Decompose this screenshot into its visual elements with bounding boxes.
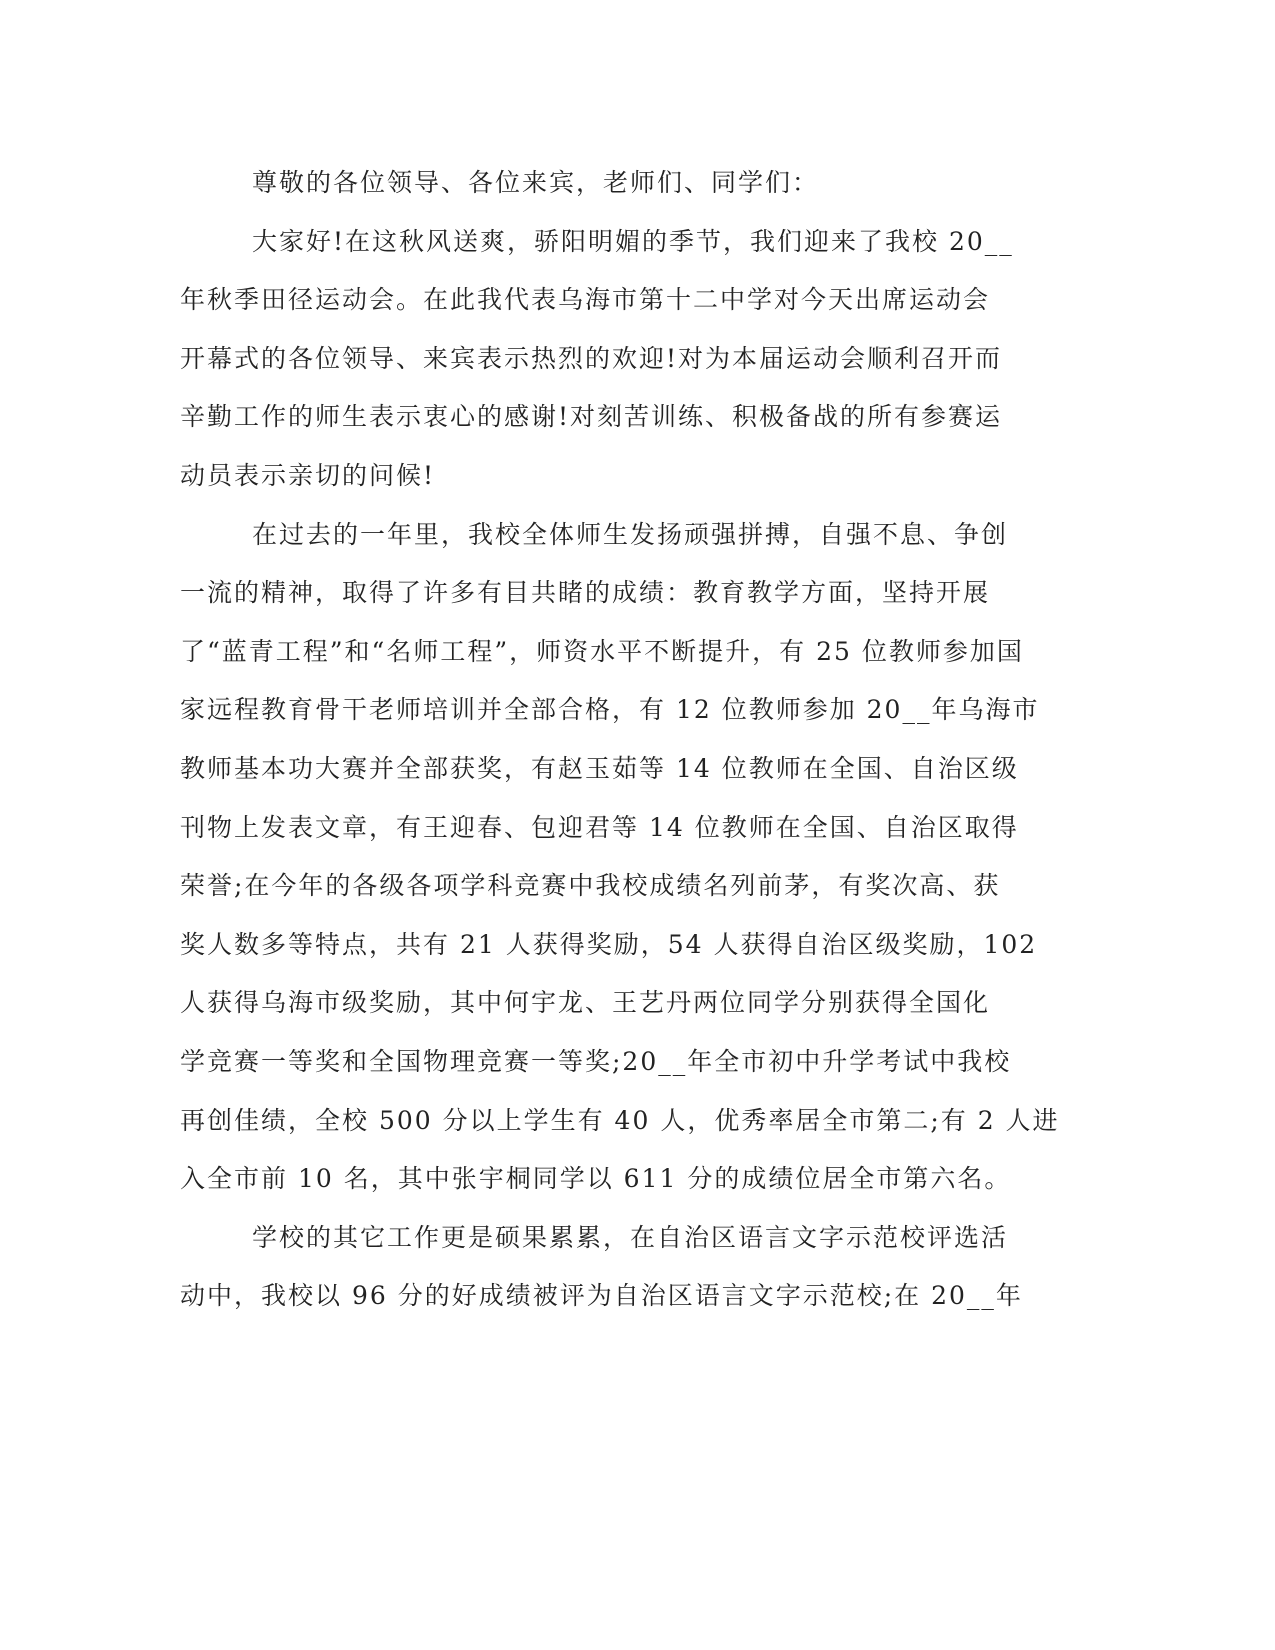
text-line: 了“蓝青工程”和“名师工程”，师资水平不断提升，有 25 位教师参加国 <box>180 636 1024 666</box>
text-line: 人获得乌海市级奖励，其中何宇龙、王艺丹两位同学分别获得全国化 <box>180 988 991 1018</box>
text-line: 开幕式的各位领导、来宾表示热烈的欢迎!对为本届运动会顺利召开而 <box>180 343 1003 373</box>
text-line: 奖人数多等特点，共有 21 人获得奖励，54 人获得自治区级奖励，102 <box>180 929 1038 959</box>
text-line: 家远程教育骨干老师培训并全部合格，有 12 位教师参加 20__年乌海市 <box>180 695 1040 725</box>
text-line: 再创佳绩，全校 500 分以上学生有 40 人，优秀率居全市第二;有 2 人进 <box>180 1105 1060 1135</box>
document-body <box>180 160 1060 1332</box>
text-line: 在过去的一年里，我校全体师生发扬顽强拼搏，自强不息、争创 <box>252 519 1009 549</box>
text-line: 学竞赛一等奖和全国物理竞赛一等奖;20__年全市初中升学考试中我校 <box>180 1046 1012 1076</box>
text-line: 大家好!在这秋风送爽，骄阳明媚的季节，我们迎来了我校 20__ <box>252 226 1014 256</box>
text-line: 动中，我校以 96 分的好成绩被评为自治区语言文字示范校;在 20__年 <box>180 1281 1023 1311</box>
text-line: 辛勤工作的师生表示衷心的感谢!对刻苦训练、积极备战的所有参赛运 <box>180 402 1003 432</box>
text-line: 刊物上发表文章，有王迎春、包迎君等 14 位教师在全国、自治区取得 <box>180 812 1019 842</box>
text-line: 入全市前 10 名，其中张宇桐同学以 611 分的成绩位居全市第六名。 <box>180 1164 1012 1194</box>
text-line: 教师基本功大赛并全部获奖，有赵玉茹等 14 位教师在全国、自治区级 <box>180 753 1019 783</box>
text-line: 一流的精神，取得了许多有目共睹的成绩：教育教学方面，坚持开展 <box>180 578 991 608</box>
text-line: 年秋季田径运动会。在此我代表乌海市第十二中学对今天出席运动会 <box>180 285 991 315</box>
text-line: 荣誉;在今年的各级各项学科竞赛中我校成绩名列前茅，有奖次高、获 <box>180 871 1001 901</box>
text-line: 尊敬的各位领导、各位来宾，老师们、同学们： <box>252 168 820 197</box>
text-line: 学校的其它工作更是硕果累累，在自治区语言文字示范校评选活 <box>252 1222 1009 1252</box>
text-line: 动员表示亲切的问候! <box>180 460 436 490</box>
